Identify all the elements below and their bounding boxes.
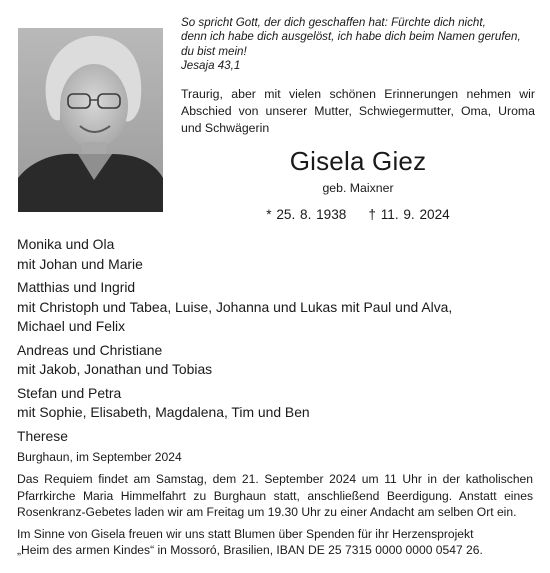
portrait-photo [18,28,163,212]
family-line: Monika und Ola [17,236,115,252]
intro-text: Traurig, aber mit vielen schönen Erinnerungen nehmen wir Abschied von unserer Mutter, Schwiegermutter, Oma, Uroma und Schwägerin [181,87,535,135]
verse-line: denn ich habe dich ausgelöst, ich habe dich beim Namen gerufen, [181,30,521,44]
deceased-name: Gisela Giez [289,146,427,176]
verse-line: du bist mein! [181,44,247,58]
family-line: Michael und Felix [17,318,126,334]
donation-note [17,526,533,559]
verse-line: So spricht Gott, der dich geschaffen hat: Fürchte dich nicht, [181,16,486,29]
portrait-illustration [18,28,163,212]
family-group [17,235,537,274]
family-line: Therese [17,427,68,444]
family-line: mit Christoph und Tabea, Luise, Johanna und Lukas mit Paul und Alva, [17,298,453,315]
death-date: † 11. 9. 2024 [368,207,450,222]
birth-date: * 25. 8. 1938 [266,207,347,222]
family-line: Stefan und Petra [17,384,122,401]
maiden-name: geb. Maixner [322,181,394,195]
donation-line: Im Sinne von Gisela freuen wir uns statt Blumen über Spenden für ihr Herzensprojekt [17,527,474,542]
family-list [17,235,537,450]
family-line: Andreas und Christiane [17,341,163,358]
family-group [17,384,537,423]
place-date: Burghaun, im September 2024 [17,450,182,464]
verse-reference: Jesaja 43,1 [181,58,241,72]
life-dates [181,206,535,224]
family-line: mit Johan und Marie [17,255,143,272]
service-details: Das Requiem findet am Samstag, dem 21. September 2024 um 11 Uhr in der katholischen Pfarrkirche Maria Himmelfahrt zu Burghaun statt, anschließend Beerdigung. Anstatt eines Rosenkranz-Gebetes laden wir am Freitag um 19.30 Uhr zu einer Andacht am selben Ort ein. [17,472,533,519]
family-line: mit Jakob, Jonathan und Tobias [17,361,213,377]
family-line: Matthias und Ingrid [17,279,136,295]
bible-verse [181,16,541,73]
family-group [17,278,537,337]
family-line: mit Sophie, Elisabeth, Magdalena, Tim und Ben [17,404,310,420]
family-group [17,427,537,447]
family-group [17,341,537,380]
notice-footer [17,449,533,559]
donation-line: „Heim des armen Kindes“ in Mossoró, Brasilien, IBAN DE 25 7315 0000 0000 0547 26. [17,543,483,558]
